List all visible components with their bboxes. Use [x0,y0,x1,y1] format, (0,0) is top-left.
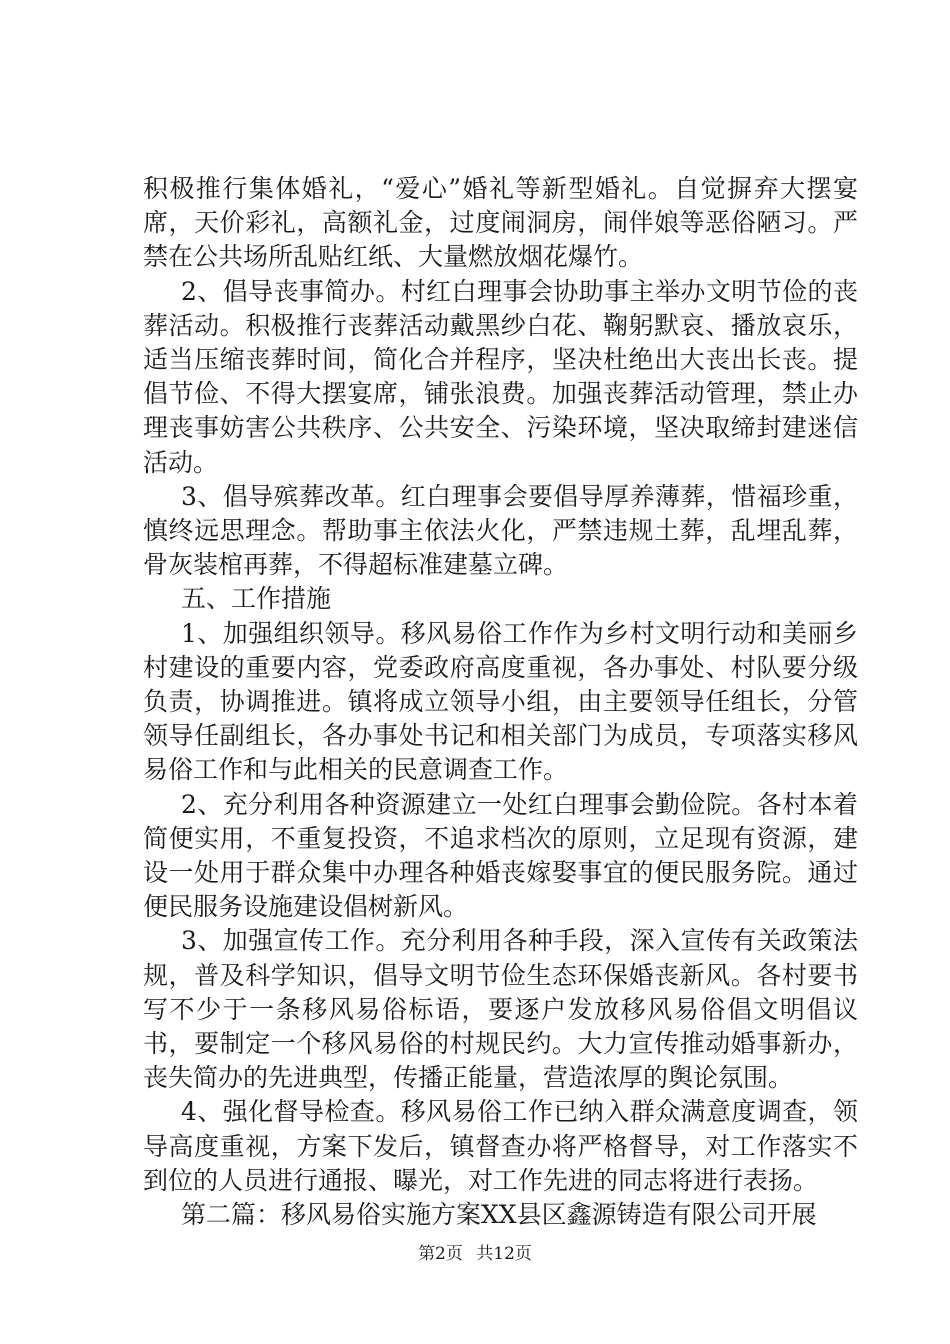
paragraph-burial-reform: 3、倡导殡葬改革。红白理事会要倡导厚养薄葬，惜福珍重，慎终远思理念。帮助事主依法火化，严禁违规土葬，乱埋乱葬，骨灰装棺再葬，不得超标准建墓立碑。 [143,481,858,580]
page-total: 共12页 [476,1244,532,1264]
paragraph-wedding-reform: 积极推行集体婚礼，“爱心”婚礼等新型婚礼。自觉摒弃大摆宴席，天价彩礼，高额礼金，过度闹洞房，闹伴娘等恶俗陋习。严禁在公共场所乱贴红纸、大量燃放烟花爆竹。 [143,174,858,272]
paragraph-organization-leadership: 1、加强组织领导。移风易俗工作作为乡村文明行动和美丽乡村建设的重要内容，党委政府高度重视，各办事处、村队要分级负责，协调推进。镇将成立领导小组，由主要领导任组长，分管领导任副组长，各办事处书记和相关部门为成员，专项落实移风易俗工作和与此相关的民意调查工作。 [143,618,858,785]
paragraph-publicity: 3、加强宣传工作。充分利用各种手段，深入宣传有关政策法规，普及科学知识，倡导文明节俭生态环保婚丧新风。各村要书写不少于一条移风易俗标语，要逐户发放移风易俗倡文明倡议书，要制定一个移风易俗的村规民约。大力宣传推动婚事新办，丧失简办的先进典型，传播正能量，营造浓厚的舆论氛围。 [143,926,858,1093]
page-number: 第2页 [418,1244,463,1264]
paragraph-funeral-simplify: 2、倡导丧事简办。村红白理事会协助事主举办文明节俭的丧葬活动。积极推行丧葬活动戴黑纱白花、鞠躬默哀、播放哀乐，适当压缩丧葬时间，简化合并程序，坚决杜绝出大丧出长丧。提倡节俭、不得大摆宴席，铺张浪费。加强丧葬活动管理，禁止办理丧事妨害公共秩序、公共安全、污染环境，坚决取缔封建迷信活动。 [143,276,858,477]
paragraph-supervision: 4、强化督导检查。移风易俗工作已纳入群众满意度调查，领导高度重视，方案下发后，镇督查办将严格督导，对工作落实不到位的人员进行通报、曝光，对工作先进的同志将进行表扬。 [143,1097,858,1195]
paragraph-resources-hall: 2、充分利用各种资源建立一处红白理事会勤俭院。各村本着简便实用，不重复投资，不追求档次的原则，立足现有资源，建设一处用于群众集中办理各种婚丧嫁娶事宜的便民服务院。通过便民服务设施建设倡树新风。 [143,789,858,922]
section-heading-measures: 五、工作措施 [181,584,332,614]
paragraph-second-part-title: 第二篇：移风易俗实施方案XX县区鑫源铸造有限公司开展 [181,1200,817,1230]
page-footer [0,1243,950,1265]
document-body [143,172,858,1232]
